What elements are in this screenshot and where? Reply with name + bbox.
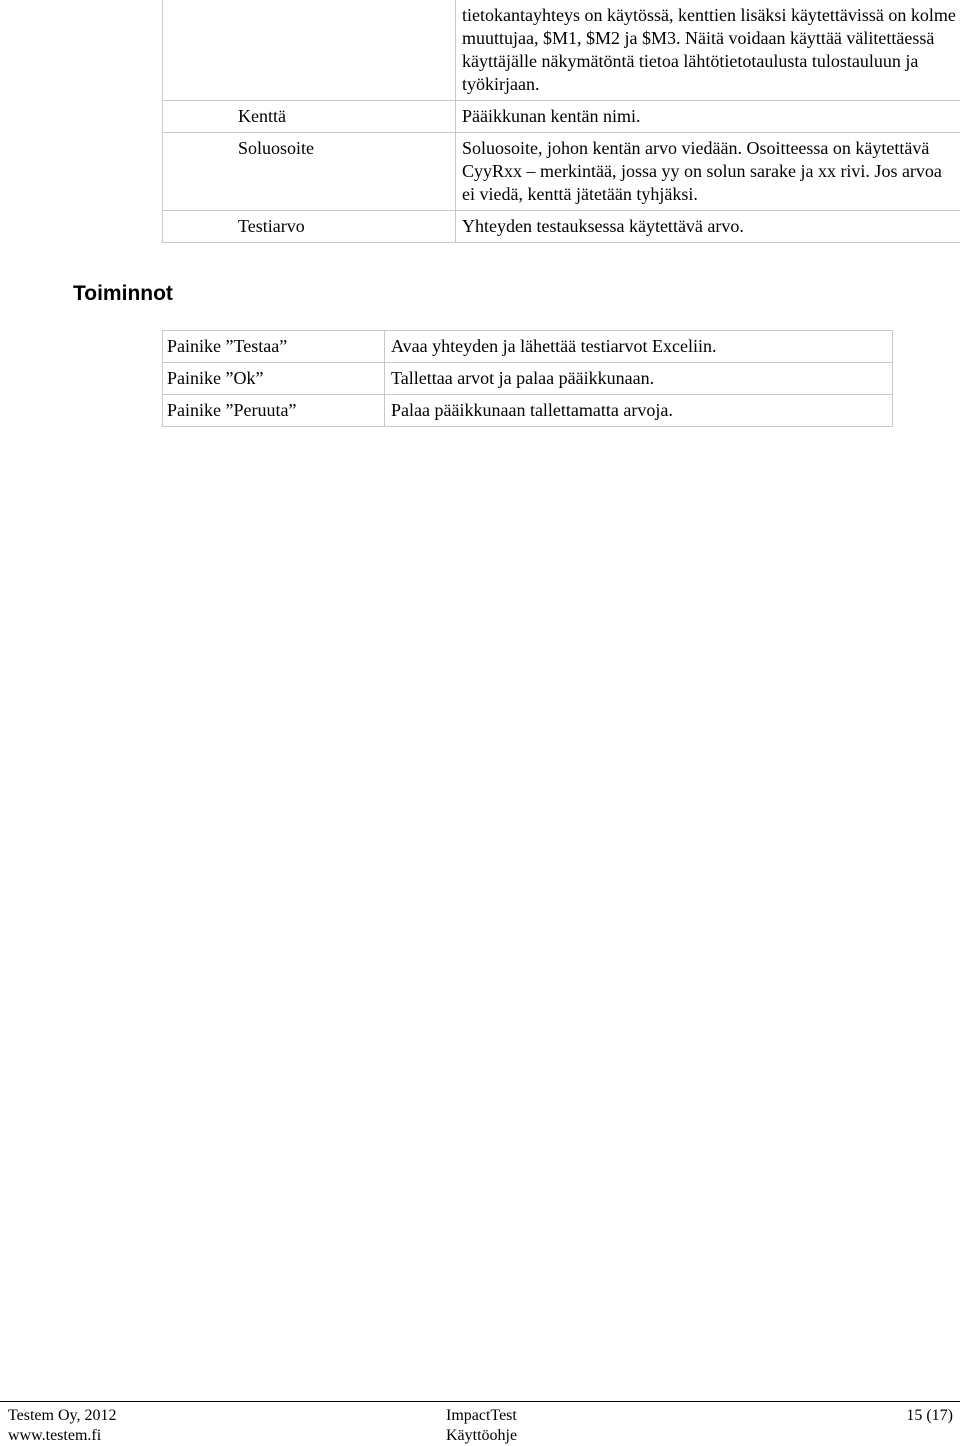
footer-doc-type: Käyttöohje [446,1426,517,1446]
field-label: Kenttä [163,101,456,133]
action-label: Painike ”Ok” [163,363,385,395]
footer-website: www.testem.fi [8,1426,117,1446]
actions-table [162,330,893,427]
field-description: Pääikkunan kentän nimi. [456,101,960,133]
field-description: Yhteyden testauksessa käytettävä arvo. [456,211,960,243]
table-row [163,133,960,211]
field-description: Soluosoite, johon kentän arvo viedään. Osoitteessa on käytettävä CyyRxx – merkintää, jossa yy on solun sarake ja xx rivi. Jos arvoa ei viedä, kenttä jätetään tyhjäksi. [456,133,960,211]
section-heading: Toiminnot [73,281,173,307]
fields-table [162,0,960,243]
field-label [163,0,456,101]
field-description: tietokantayhteys on käytössä, kenttien lisäksi käytettävissä on kolme muuttujaa, $M1, $M2 ja $M3. Näitä voidaan käyttää välitettäessä käyttäjälle näkymätöntä tietoa lähtötietotaulusta tulostauluun ja työkirjaan. [456,0,960,101]
table-row [163,395,893,427]
action-label: Painike ”Testaa” [163,331,385,363]
table-row [163,363,893,395]
action-label: Painike ”Peruuta” [163,395,385,427]
footer-company: Testem Oy, 2012 [8,1406,117,1426]
field-label: Testiarvo [163,211,456,243]
footer-product: ImpactTest [446,1406,517,1426]
action-description: Palaa pääikkunaan tallettamatta arvoja. [385,395,893,427]
action-description: Tallettaa arvot ja palaa pääikkunaan. [385,363,893,395]
table-row [163,0,960,101]
action-description: Avaa yhteyden ja lähettää testiarvot Exceliin. [385,331,893,363]
footer-divider [0,1401,960,1402]
field-label: Soluosoite [163,133,456,211]
footer-center [446,1406,517,1446]
table-row [163,211,960,243]
footer-left [8,1406,117,1446]
table-row [163,101,960,133]
footer-page-number: 15 (17) [906,1406,953,1426]
table-row [163,331,893,363]
